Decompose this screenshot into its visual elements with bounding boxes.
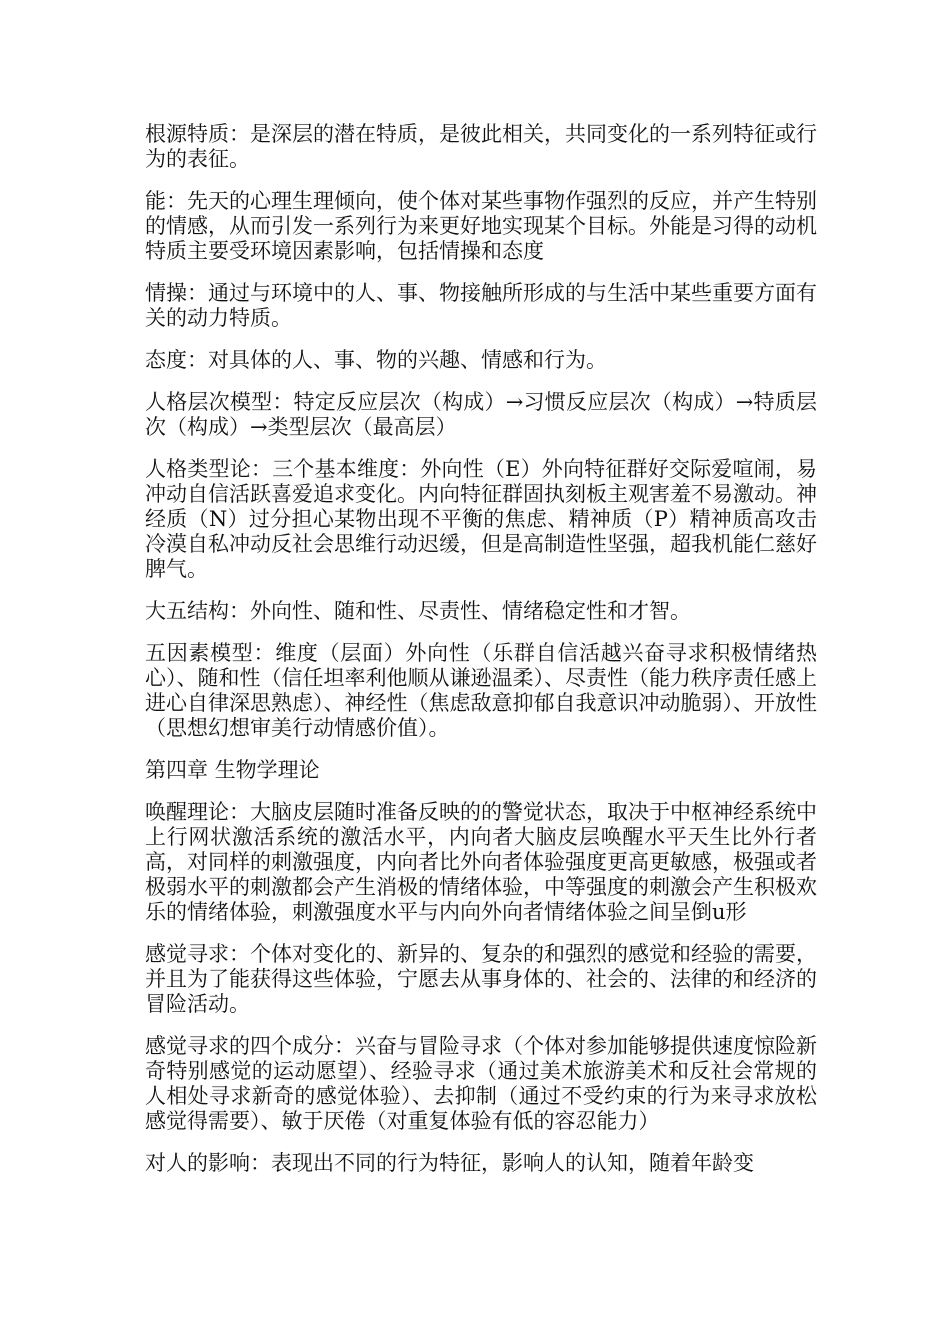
paragraph-arousal-theory: 唤醒理论：大脑皮层随时准备反映的的警觉状态，取决于中枢神经系统中上行网状激活系统的激活水平，内向者大脑皮层唤醒水平天生比外行者高，对同样的刺激强度，内向者比外向者体验强度更高更敏感，极强或者极弱水平的刺激都会产生消极的情绪体验，中等强度的刺激会产生积极欢乐的情绪体验，刺激强度水平与内向外向者情绪体验之间呈倒u形 <box>145 800 817 924</box>
paragraph-personality-hierarchy: 人格层次模型：特定反应层次（构成）→习惯反应层次（构成）→特质层次（构成）→类型层次（最高层） <box>145 390 817 439</box>
paragraph-sensation-seeking: 感觉寻求：个体对变化的、新异的、复杂的和强烈的感觉和经验的需要，并且为了能获得这些体验，宁愿去从事身体的、社会的、法律的和经济的冒险活动。 <box>145 942 817 1016</box>
paragraph-sensation-seeking-components: 感觉寻求的四个成分：兴奋与冒险寻求（个体对参加能够提供速度惊险新奇特别感觉的运动愿望）、经验寻求（通过美术旅游美术和反社会常规的人相处寻求新奇的感觉体验）、去抑制（通过不受约束的行为来寻求放松感觉得需要）、敏于厌倦（对重复体验有低的容忍能力） <box>145 1034 817 1133</box>
paragraph-source-traits: 根源特质：是深层的潜在特质，是彼此相关，共同变化的一系列特征或行为的表征。 <box>145 122 817 171</box>
chapter-heading: 第四章 生物学理论 <box>145 758 320 782</box>
paragraph-influence: 对人的影响：表现出不同的行为特征，影响人的认知，随着年龄变 <box>145 1151 754 1175</box>
paragraph-attitudes: 态度：对具体的人、事、物的兴趣、情感和行为。 <box>145 348 607 372</box>
paragraph-sentiments: 情操：通过与环境中的人、事、物接触所形成的与生活中某些重要方面有关的动力特质。 <box>145 281 817 330</box>
paragraph-personality-types: 人格类型论：三个基本维度：外向性（E）外向特征群好交际爱喧闹，易冲动自信活跃喜爱追求变化。内向特征群固执刻板主观害羞不易激动。神经质（N）过分担心某物出现不平衡的焦虑、精神质（P）精神质高攻击冷漠自私冲动反社会思维行动迟缓，但是高制造性坚强，超我机能仁慈好脾气。 <box>145 457 817 581</box>
paragraph-five-factor-model: 五因素模型：维度（层面）外向性（乐群自信活越兴奋寻求积极情绪热心）、随和性（信任坦率利他顺从谦逊温柔）、尽责性（能力秩序责任感上进心自律深思熟虑）、神经性（焦虑敌意抑郁自我意识冲动脆弱）、开放性（思想幻想审美行动情感价值）。 <box>145 641 817 740</box>
paragraph-ergs: 能：先天的心理生理倾向，使个体对某些事物作强烈的反应，并产生特别的情感，从而引发一系列行为来更好地实现某个目标。外能是习得的动机特质主要受环境因素影响，包括情操和态度 <box>145 189 817 263</box>
document-page <box>145 122 817 1193</box>
paragraph-big-five: 大五结构：外向性、随和性、尽责性、情绪稳定性和才智。 <box>145 599 691 623</box>
